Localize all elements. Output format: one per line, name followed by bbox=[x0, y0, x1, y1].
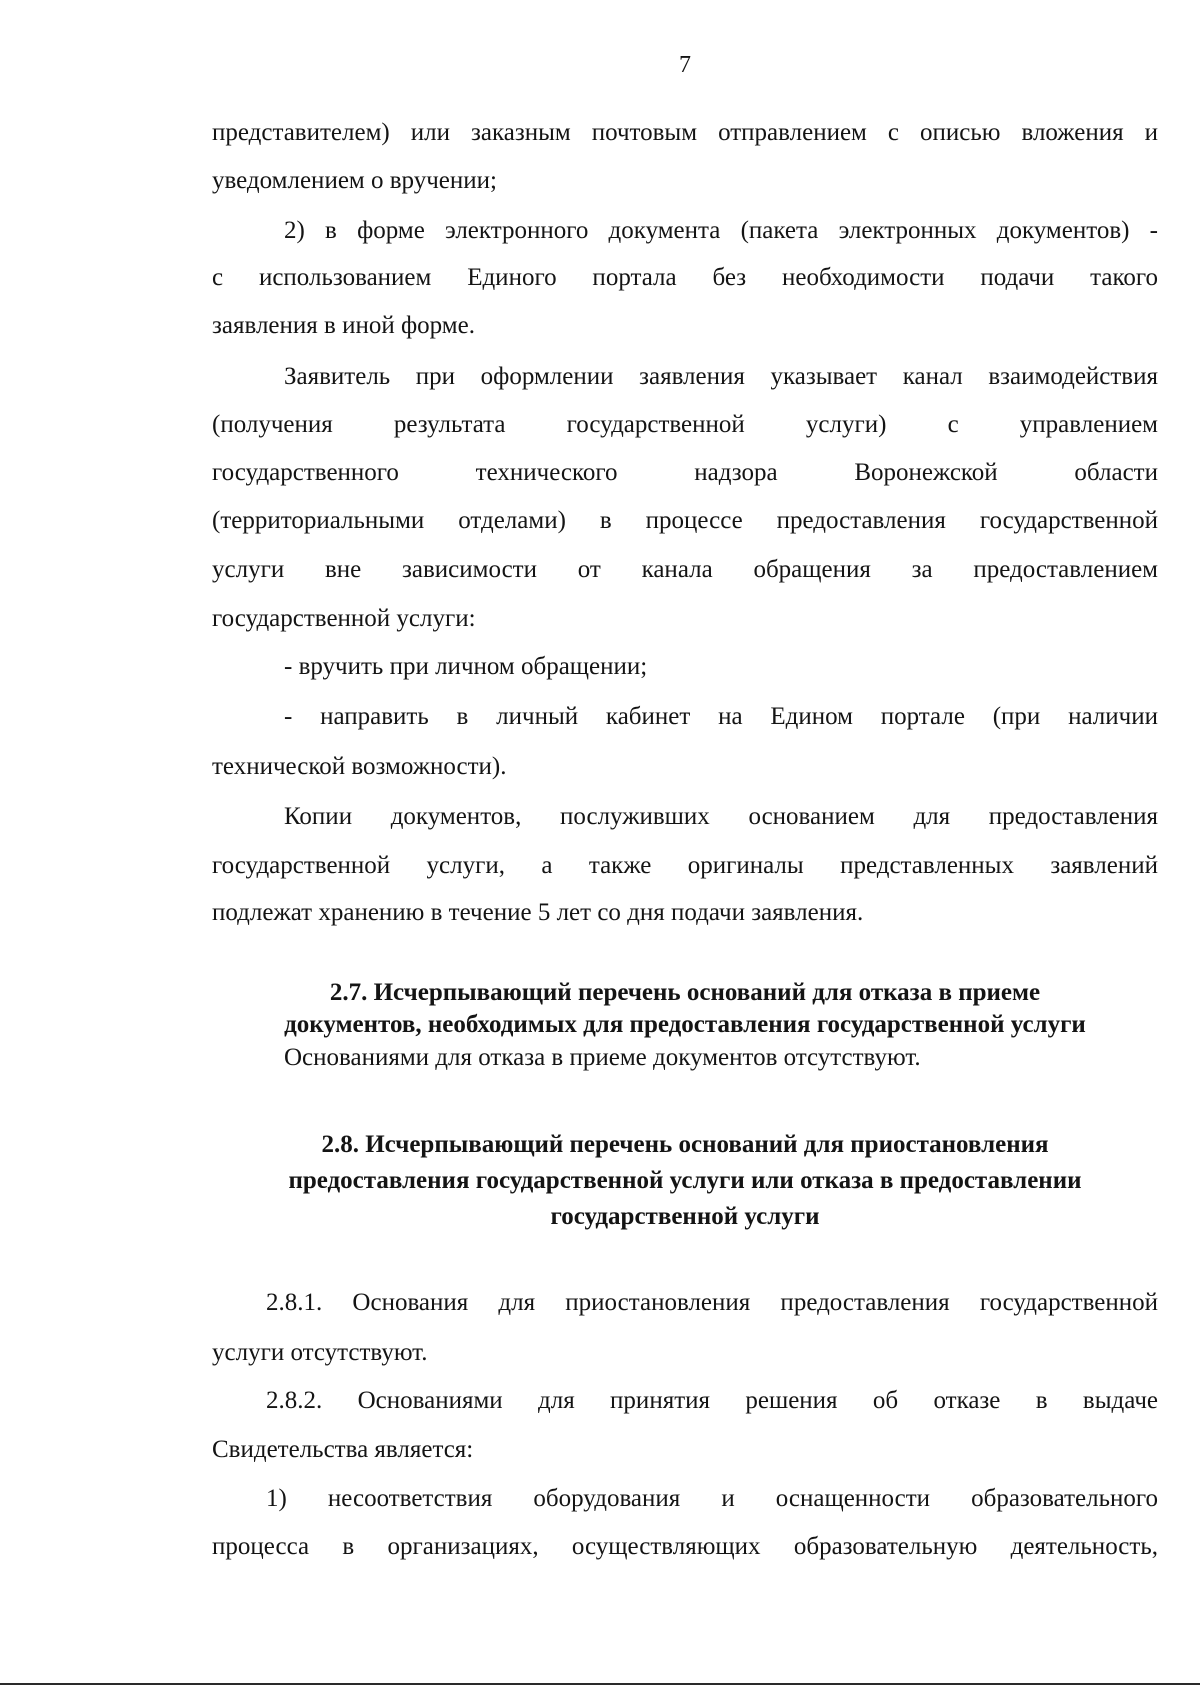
text-line: технической возможности). bbox=[212, 753, 507, 780]
text-line: Основаниями для отказа в приеме документов отсутствуют. bbox=[284, 1044, 921, 1071]
text-line: 1) несоответствия оборудования и оснащенности образовательного bbox=[266, 1485, 1158, 1512]
page-number: 7 bbox=[679, 52, 691, 78]
text-line: 2.8.2. Основаниями для принятия решения об отказе в выдаче bbox=[266, 1387, 1158, 1414]
section-heading: 2.7. Исчерпывающий перечень оснований для отказа в приеме bbox=[329, 979, 1041, 1006]
text-line: услуги отсутствуют. bbox=[212, 1339, 428, 1366]
text-line: подлежат хранению в течение 5 лет со дня подачи заявления. bbox=[212, 899, 864, 926]
text-line: процесса в организациях, осуществляющих образовательную деятельность, bbox=[212, 1533, 1158, 1560]
page-bottom-rule bbox=[0, 1683, 1200, 1685]
text-line: Копии документов, послуживших основанием для предоставления bbox=[284, 803, 1158, 830]
text-line: с использованием Единого портала без необходимости подачи такого bbox=[212, 264, 1158, 291]
text-line: государственной услуги: bbox=[212, 605, 476, 632]
text-line: представителем) или заказным почтовым отправлением с описью вложения и bbox=[212, 119, 1158, 146]
section-heading: документов, необходимых для предоставления государственной услуги bbox=[284, 1011, 1086, 1038]
text-line: - вручить при личном обращении; bbox=[284, 653, 648, 680]
text-line: государственного технического надзора Воронежской области bbox=[212, 459, 1158, 486]
section-heading: государственной услуги bbox=[550, 1203, 820, 1230]
text-line: уведомлением о вручении; bbox=[212, 167, 497, 194]
text-line: 2) в форме электронного документа (пакета электронных документов) - bbox=[284, 217, 1158, 244]
text-line: услуги вне зависимости от канала обращения за предоставлением bbox=[212, 556, 1158, 583]
section-heading: предоставления государственной услуги или отказа в предоставлении bbox=[288, 1167, 1082, 1194]
text-line: - направить в личный кабинет на Едином портале (при наличии bbox=[284, 703, 1158, 730]
text-line: Заявитель при оформлении заявления указывает канал взаимодействия bbox=[284, 363, 1158, 390]
text-line: государственной услуги, а также оригиналы представленных заявлений bbox=[212, 852, 1158, 879]
section-heading: 2.8. Исчерпывающий перечень оснований для приостановления bbox=[321, 1131, 1049, 1158]
text-line: (получения результата государственной услуги) с управлением bbox=[212, 411, 1158, 438]
text-line: 2.8.1. Основания для приостановления предоставления государственной bbox=[266, 1289, 1158, 1316]
text-line: Свидетельства является: bbox=[212, 1436, 474, 1463]
text-line: (территориальными отделами) в процессе предоставления государственной bbox=[212, 507, 1158, 534]
text-line: заявления в иной форме. bbox=[212, 312, 475, 339]
